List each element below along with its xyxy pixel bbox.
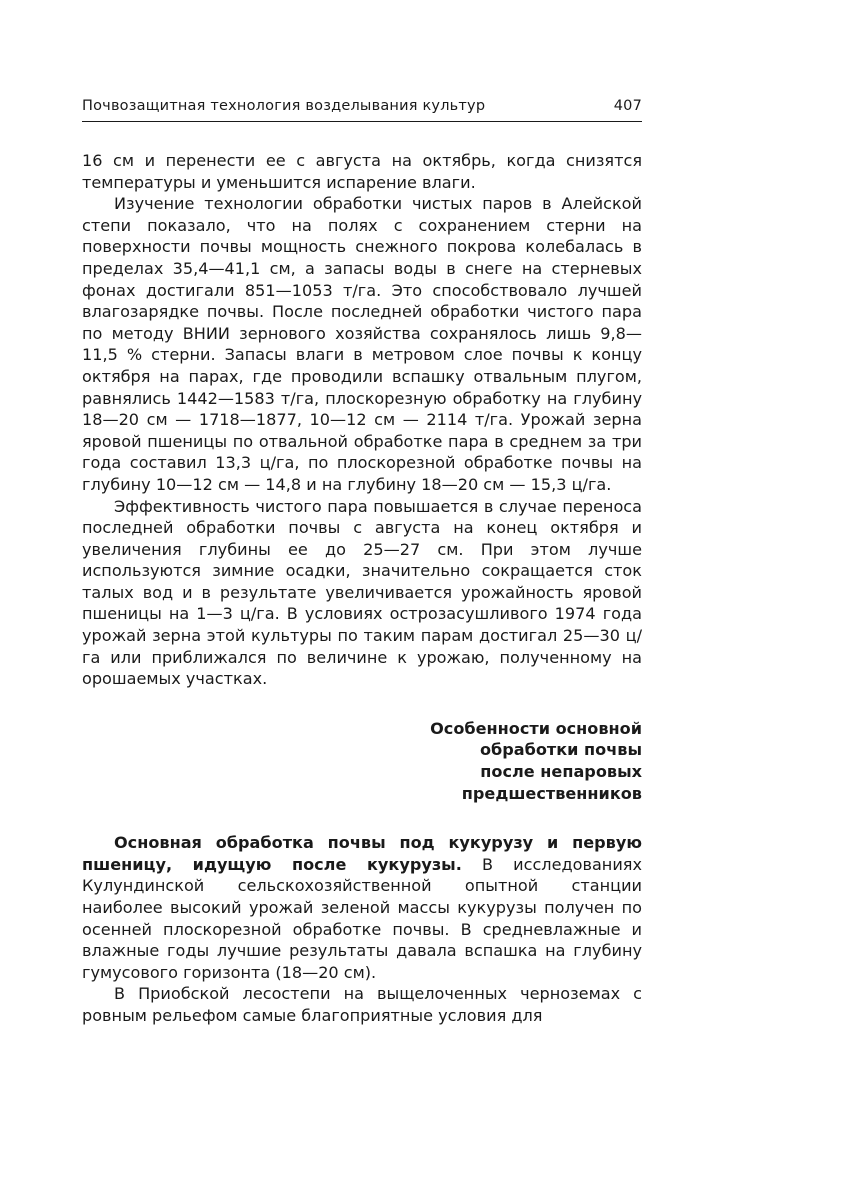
page-number: 407 <box>613 98 642 114</box>
section-heading-line: после непаровых <box>480 762 642 782</box>
paragraph-fallow-efficiency: Эффективность чистого пара повышается в случае переноса последней обработки почвы с августа на конец октября и увеличения глубины ее до 25—27 см. При этом лучше используются зимние осадки, значительно сокращается сток талых вод и в результате увеличивается урожайность яровой пшеницы на 1—3 ц/га. В условиях острозасушливого 1974 года урожай зерна этой культуры по таким парам достигал 25—30 ц/га или приближался по величине к урожаю, полученному на орошаемых участках. <box>82 496 642 689</box>
body-text <box>82 150 642 1027</box>
paragraph-aleysk-steppe: Изучение технологии обработки чистых паров в Алейской степи показало, что на полях с сохранением стерни на поверхности почвы мощность снежного покрова колебалась в пределах 35,4—41,1 см, а запасы воды в снеге на стерневых фонах достигали 851—1053 т/га. Это способствовало лучшей влагозарядке почвы. После последней обработки чистого пара по методу ВНИИ зернового хозяйства сохранялось лишь 9,8—11,5 % стерни. Запасы влаги в метровом слое почвы к концу октября на парах, где проводили вспашку отвальным плугом, равнялись 1442—1583 т/га, плоскорезную обработку на глубину 18—20 см — 1718—1877, 10—12 см — 2114 т/га. Урожай зерна яровой пшеницы по отвальной обработке пара в среднем за три года составил 13,3 ц/га, по плоскорезной обработке почвы на глубину 10—12 см — 14,8 и на глубину 18—20 см — 15,3 ц/га. <box>82 194 642 494</box>
running-header <box>82 98 642 122</box>
section-heading-line: Особенности основной <box>430 718 642 738</box>
section-heading-line: обработки почвы <box>479 740 642 760</box>
paragraph-continuation: 16 см и перенести ее с августа на октябрь, когда снизятся температуры и уменьшится испарение влаги. <box>82 151 642 192</box>
paragraph-priobskaya: В Приобской лесостепи на выщелоченных черноземах с ровным рельефом самые благоприятные условия для <box>82 984 642 1025</box>
book-page <box>82 98 642 1027</box>
section-heading <box>82 718 642 804</box>
section-heading-line: предшественников <box>461 783 642 803</box>
paragraph-corn-tillage-text: В исследованиях Кулундинской сельскохозяйственной опытной станции наиболее высокий урожай зеленой массы кукурузы получен по осенней плоскорезной обработке почвы. В средневлажные и влажные годы лучшие результаты давала вспашка на глубину гумусового горизонта (18—20 см). <box>82 854 642 982</box>
running-title: Почвозащитная технология возделывания культур <box>82 98 486 114</box>
paragraph-corn-tillage <box>82 832 642 983</box>
run-in-heading: Основная обработка почвы под кукурузу и первую пшеницу, идущую после кукурузы. <box>82 833 642 874</box>
